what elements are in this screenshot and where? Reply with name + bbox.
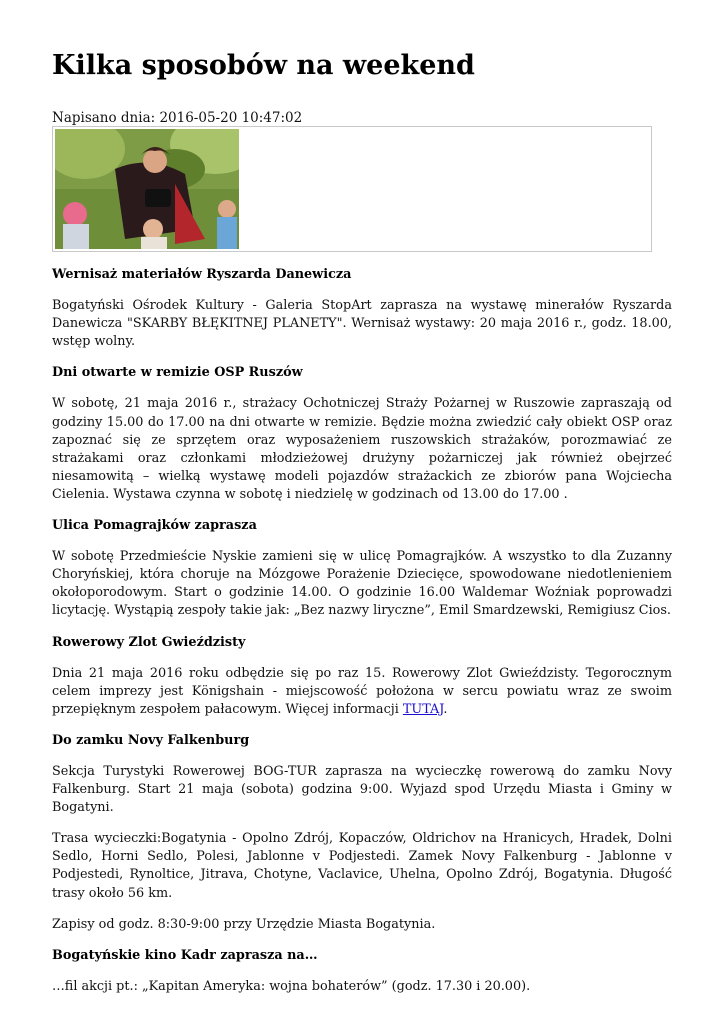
section-zlot-gwiezdzisty xyxy=(52,634,672,719)
section-paragraph: …fil akcji pt.: „Kapitan Ameryka: wojna bohaterów” (godz. 17.30 i 20.00). xyxy=(52,978,531,994)
section-dni-otwarte xyxy=(52,364,672,504)
publish-date: Napisano dnia: 2016-05-20 10:47:02 xyxy=(52,110,303,126)
section-paragraph: Sekcja Turystyki Rowerowej BOG-TUR zaprasza na wycieczkę rowerową do zamku Novy Falkenburg. Start 21 maja (sobota) godzina 9:00. Wyjazd spod Urzędu Miasta i Gminy w Bogatyni. xyxy=(52,763,672,816)
article-photo xyxy=(55,129,239,249)
section-wernisaz xyxy=(52,266,672,351)
section-heading: Do zamku Novy Falkenburg xyxy=(52,732,250,748)
section-novy-falkenburg xyxy=(52,732,672,934)
section-heading: Rowerowy Zlot Gwieździsty xyxy=(52,634,246,650)
paragraph-text: Dnia 21 maja 2016 roku odbędzie się po raz 15. Rowerowy Zlot Gwieździsty. Tegorocznym celem imprezy jest Königshain - miejscowość położona w sercu powiatu wraz ze swoim przepięknym zespołem pałacowym. Więcej informacji xyxy=(52,665,672,717)
section-heading: Ulica Pomagrajków zaprasza xyxy=(52,518,257,534)
more-info-link[interactable]: TUTAJ xyxy=(402,701,444,717)
section-paragraph: Bogatyński Ośrodek Kultury - Galeria StopArt zaprasza na wystawę minerałów Ryszarda Danewicza "SKARBY BŁĘKITNEJ PLANETY". Wernisaż wystawy: 20 maja 2016 r., godz. 18.00, wstęp wolny. xyxy=(52,298,672,350)
page-title: Kilka sposobów na weekend xyxy=(52,50,475,81)
article-photo-image xyxy=(55,129,239,249)
section-paragraph: W sobotę, 21 maja 2016 r., strażacy Ochotniczej Straży Pożarnej w Ruszowie zapraszają od godziny 15.00 do 17.00 na dni otwarte w remizie. Będzie można zwiedzić cały obiekt OSP oraz zapoznać się ze sprzętem oraz wyposażeniem ruszowskich strażaków, porozmawiać ze strażakami oraz członkami młodzieżowej drużyny pożarniczej jak również obejrzeć niesamowitą – wielką wystawę modeli pojazdów strażackich ze zbiorów pana Wojciecha Cielenia. Wystawa czynna w sobotę i niedzielę w godzinach od 13.00 do 17.00 . xyxy=(52,396,672,502)
section-heading: Bogatyńskie kino Kadr zaprasza na… xyxy=(52,947,318,963)
photo-frame xyxy=(52,126,652,252)
article-body xyxy=(52,266,672,1009)
section-paragraph xyxy=(52,665,672,719)
section-heading: Dni otwarte w remizie OSP Ruszów xyxy=(52,365,303,381)
section-paragraph: W sobotę Przedmieście Nyskie zamieni się w ulicę Pomagrajków. A wszystko to dla Zuzanny Choryńskiej, która choruje na Mózgowe Porażenie Dziecięce, spowodowane niedotlenieniem okołoporodowym. Start o godzinie 14.00. O godzinie 16.00 Waldemar Woźniak poprowadzi licytację. Wystąpią zespoły takie jak: „Bez nazwy liryczne”, Emil Smardzewski, Remigiusz Cios. xyxy=(52,549,672,619)
section-kino-kadr xyxy=(52,947,672,996)
section-ulica-pomagrajkow xyxy=(52,517,672,620)
section-heading: Wernisaż materiałów Ryszarda Danewicza xyxy=(52,267,352,282)
section-paragraph: Zapisy od godz. 8:30-9:00 przy Urzędzie Miasta Bogatynia. xyxy=(52,916,436,932)
section-paragraph: Trasa wycieczki:Bogatynia - Opolno Zdrój, Kopaczów, Oldrichov na Hranicych, Hradek, Dolni Sedlo, Horni Sedlo, Polesi, Jablonne v Podjestedi. Zamek Novy Falkenburg - Jablonne v Podjestedi, Rynoltice, Jitrava, Chotyne, Vaclavice, Uhelna, Opolno Zdrój, Bogatynia. Długość trasy około 56 km. xyxy=(52,831,672,901)
link-trailing-punctuation: . xyxy=(443,701,448,717)
